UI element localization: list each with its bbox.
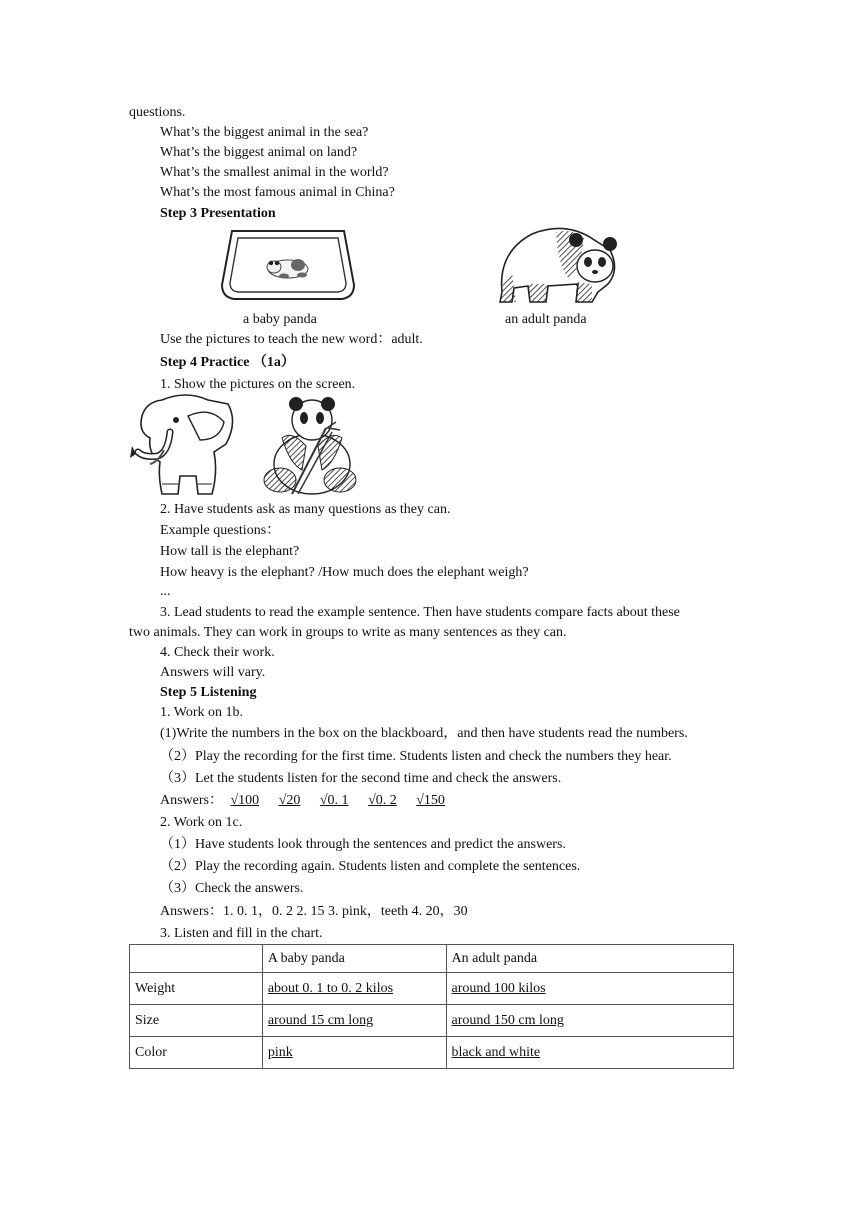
- step3-heading: Step 3 Presentation: [160, 206, 276, 221]
- questions-continuation: questions.: [129, 105, 186, 120]
- checked-number: √0. 1: [319, 793, 349, 808]
- answers-label: Answers：: [160, 793, 223, 808]
- step5-item: 2. Work on 1c.: [160, 815, 243, 830]
- step4-item-continuation: two animals. They can work in groups to write as many sentences as they can.: [129, 625, 567, 640]
- table-cell: black and white: [446, 1037, 733, 1069]
- panda-comparison-table: [129, 944, 734, 1069]
- warmup-question: What’s the smallest animal in the world?: [160, 165, 389, 180]
- table-cell: around 100 kilos: [446, 973, 733, 1005]
- step5-subitem: （3）Let the students listen for the second time and check the answers.: [160, 771, 562, 786]
- table-cell: around 15 cm long: [262, 1005, 446, 1037]
- checked-number: √150: [416, 793, 445, 808]
- panda-eating-bamboo-illustration: [262, 394, 360, 498]
- step4-answers: Answers will vary.: [160, 665, 266, 680]
- step5-answers: Answers：1. 0. 1，0. 2 2. 15 3. pink，teeth 4. 20，30: [160, 904, 468, 919]
- step4-item: 3. Lead students to read the example sentence. Then have students compare facts about these: [160, 605, 680, 620]
- step3-instruction: Use the pictures to teach the new word：adult.: [160, 332, 423, 347]
- adult-panda-caption: an adult panda: [505, 312, 587, 327]
- checked-number: √100: [230, 793, 260, 808]
- step5-item: 1. Work on 1b.: [160, 705, 244, 720]
- table-cell: around 150 cm long: [446, 1005, 733, 1037]
- warmup-question: What’s the most famous animal in China?: [160, 185, 395, 200]
- step4-heading: Step 4 Practice （1a）: [160, 355, 295, 370]
- warmup-question: What’s the biggest animal in the sea?: [160, 125, 369, 140]
- baby-panda-caption: a baby panda: [243, 312, 317, 327]
- step5-heading: Step 5 Listening: [160, 685, 257, 700]
- ellipsis: ...: [160, 584, 171, 599]
- table-cell: about 0. 1 to 0. 2 kilos: [262, 973, 446, 1005]
- chart-intro: 3. Listen and fill in the chart.: [160, 926, 323, 941]
- step5-subitem: （3）Check the answers.: [160, 881, 304, 896]
- table-header-cell: A baby panda: [262, 945, 446, 973]
- elephant-illustration: [128, 392, 238, 498]
- table-row: [130, 973, 734, 1005]
- table-row: [130, 1037, 734, 1069]
- row-label: Color: [130, 1037, 263, 1069]
- table-header-cell: An adult panda: [446, 945, 733, 973]
- step4-item: 1. Show the pictures on the screen.: [160, 377, 356, 392]
- step4-item: 4. Check their work.: [160, 645, 275, 660]
- step4-item: 2. Have students ask as many questions as they can.: [160, 502, 451, 517]
- table-header-row: [130, 945, 734, 973]
- example-label: Example questions：: [160, 523, 281, 538]
- checked-answers: [160, 792, 445, 810]
- step5-subitem: (1)Write the numbers in the box on the blackboard，and then have students read the numbers.: [160, 726, 688, 741]
- step5-subitem: （2）Play the recording for the first time. Students listen and check the numbers they hear.: [160, 749, 672, 764]
- step5-subitem: （2）Play the recording again. Students listen and complete the sentences.: [160, 859, 581, 874]
- baby-panda-in-box-illustration: [218, 227, 358, 305]
- example-question: How heavy is the elephant? /How much does the elephant weigh?: [160, 565, 529, 580]
- warmup-question: What’s the biggest animal on land?: [160, 145, 358, 160]
- table-cell: pink: [262, 1037, 446, 1069]
- checked-number: √20: [278, 793, 301, 808]
- row-label: Size: [130, 1005, 263, 1037]
- step5-subitem: （1）Have students look through the sentences and predict the answers.: [160, 837, 566, 852]
- row-label: Weight: [130, 973, 263, 1005]
- adult-panda-illustration: [492, 222, 622, 304]
- table-row: [130, 1005, 734, 1037]
- example-question: How tall is the elephant?: [160, 544, 300, 559]
- checked-number: √0. 2: [368, 793, 397, 808]
- table-header-cell: [130, 945, 263, 973]
